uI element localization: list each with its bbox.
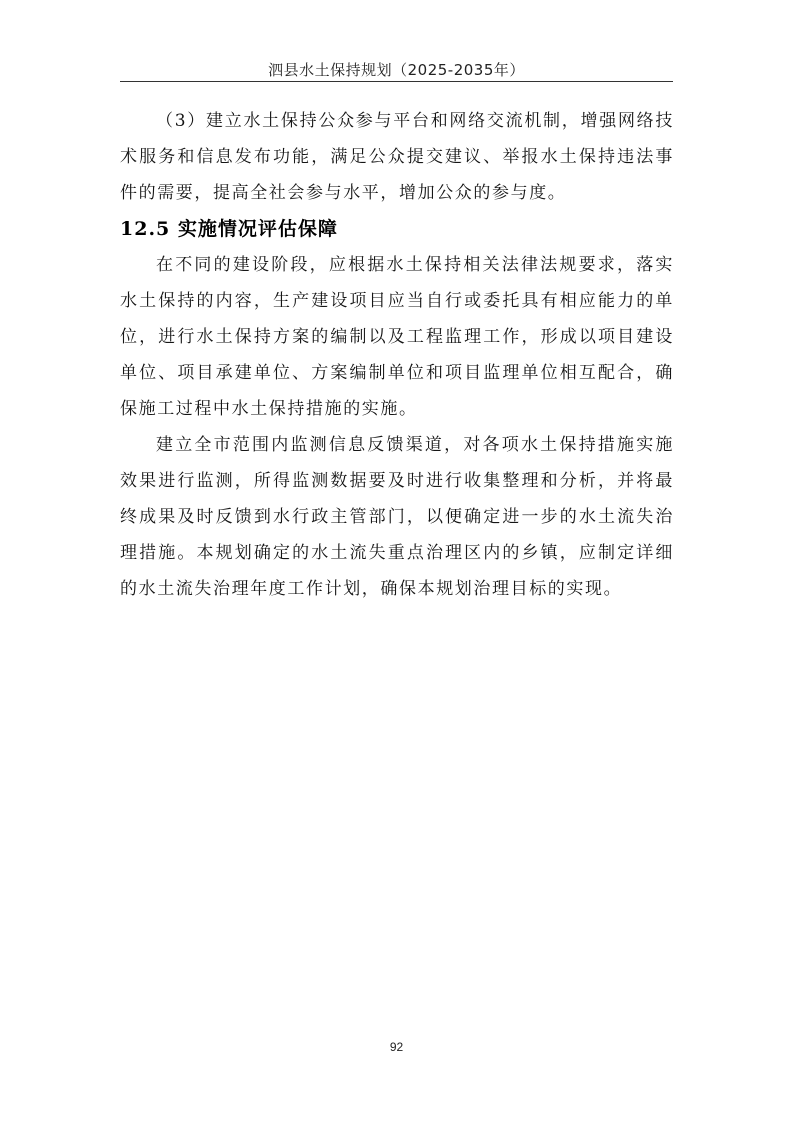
paragraph-public-participation: （3）建立水土保持公众参与平台和网络交流机制，增强网络技术服务和信息发布功能，满足公众提交建议、举报水土保持违法事件的需要，提高全社会参与水平，增加公众的参与度。: [120, 111, 674, 203]
paragraph-construction-stages: 在不同的建设阶段，应根据水土保持相关法律法规要求，落实水土保持的内容，生产建设项目应当自行或委托具有相应能力的单位，进行水土保持方案的编制以及工程监理工作，形成以项目建设单位、项目承建单位、方案编制单位和项目监理单位相互配合，确保施工过程中水土保持措施的实施。: [120, 255, 674, 419]
running-header: 泗县水土保持规划（2025-2035年）: [268, 61, 525, 79]
paragraph-monitoring-feedback: 建立全市范围内监测信息反馈渠道，对各项水土保持措施实施效果进行监测，所得监测数据要及时进行收集整理和分析，并将最终成果及时反馈到水行政主管部门，以便确定进一步的水土流失治理措施。本规划确定的水土流失重点治理区内的乡镇，应制定详细的水土流失治理年度工作计划，确保本规划治理目标的实现。: [120, 435, 674, 599]
page-number: 92: [389, 1040, 404, 1054]
document-body: [120, 103, 674, 607]
section-heading: 12.5 实施情况评估保障: [120, 218, 338, 240]
header-divider: [120, 81, 673, 82]
